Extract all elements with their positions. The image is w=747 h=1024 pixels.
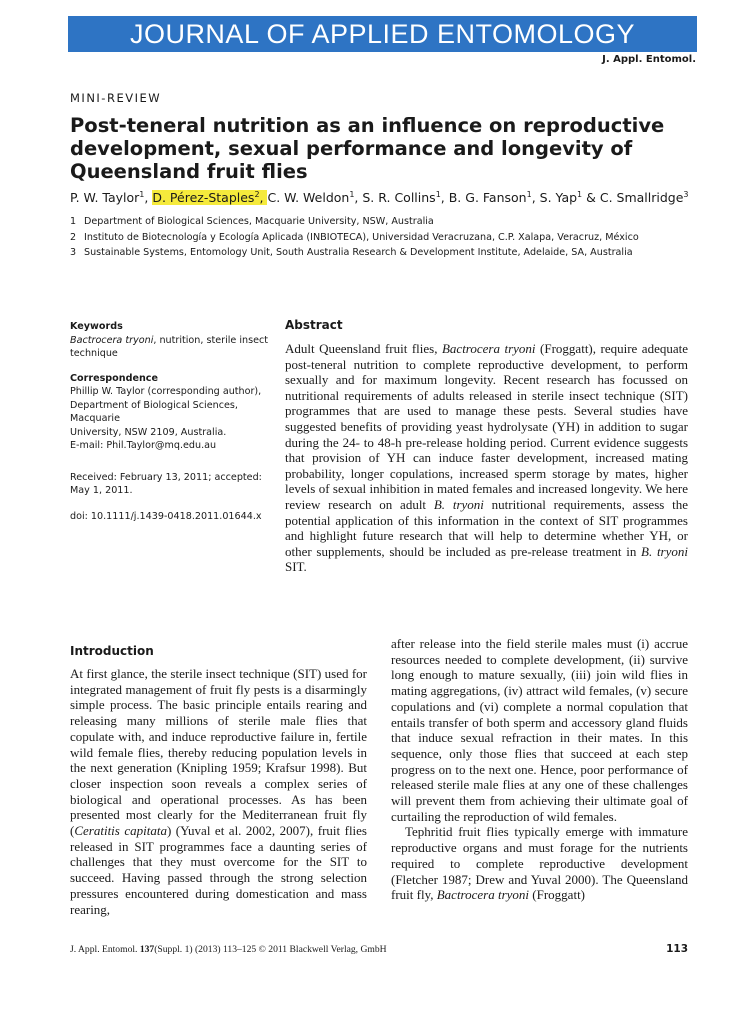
keywords-heading: Keywords — [70, 321, 123, 332]
author-list: P. W. Taylor$^1$, D. Pérez-Staples$^2$, C. W. Weldon$^1$, S. R. Collins$^1$, B. G. Fanson$^1$, S. Yap$^1$ & C. Smallridge$^3$ — [70, 190, 689, 206]
affiliation-marker: 1 — [526, 190, 532, 199]
received-dates: Received: February 13, 2011; accepted: May 1, 2011. — [70, 471, 262, 496]
introduction-heading: Introduction — [70, 644, 154, 658]
affiliation-marker: 2 — [254, 190, 260, 199]
keyword-rest: , nutrition, sterile insect technique — [70, 334, 269, 359]
correspondence-line: Department of Biological Sciences, Macquarie — [70, 399, 238, 424]
species-name: B. tryoni — [433, 496, 484, 512]
page-number: 113 — [666, 943, 688, 955]
affiliation-marker: 1 — [349, 190, 355, 199]
keyword-species: Bactrocera tryoni — [70, 334, 154, 346]
affiliation-marker: 3 — [683, 190, 689, 199]
author-name: D. Pérez-Staples$^2$, — [152, 190, 268, 206]
author-name: C. Smallridge$^3$ — [599, 190, 689, 206]
journal-banner — [68, 16, 697, 52]
author-name: P. W. Taylor$^1$ — [70, 190, 145, 206]
species-name: Ceratitis capitata — [74, 823, 167, 839]
footer-citation: J. Appl. Entomol. 137(Suppl. 1) (2013) 113–125 © 2011 Blackwell Verlag, GmbH — [70, 944, 387, 955]
affiliation-item: 3 Sustainable Systems, Entomology Unit, South Australia Research & Development Institute, Adelaide, SA, Australia — [70, 247, 633, 258]
affiliation-marker: 1 — [139, 190, 145, 199]
correspondence-line: University, NSW 2109, Australia. — [70, 426, 227, 438]
author-name: S. Yap$^1$ — [539, 190, 583, 206]
body-column-left — [70, 666, 367, 917]
paragraph: after release into the field sterile males must (i) accrue resources needed to complete development, (ii) survive long enough to mature sexually, (iii) join wild flies in mating aggregations, (iv) attract wild females, (v) secure copulations and (vi) complete a normal copulation that entails transfer of both sperm and accessory gland fluids that induce sexual refraction in their mates. In this sequence, only those flies that succeed at each step progress on to the next one. Hence, poor performance of released sterile male flies at any one of these challenges will prevent them from achieving their ultimate goal of curtailing the reproduction of wild females. — [391, 636, 688, 824]
body-column-right — [391, 636, 688, 903]
keywords-text — [70, 334, 280, 361]
correspondence-line: Phillip W. Taylor (corresponding author), — [70, 386, 262, 397]
affiliation-marker: 1 — [435, 190, 441, 199]
paragraph: At first glance, the sterile insect technique (SIT) used for integrated management of fruit fly pests is a disarmingly simple process. The basic principle entails rearing and releasing many millions of sterile male flies that copulate with, and induce reproductive failure in, fertile wild female flies, thereby reducing population levels in the next generation (Knipling 1959; Krafsur 1998). But closer inspection soon reveals a complex series of biological and operational processes. As has been presented most clearly for the Mediterranean fruit fly (Ceratitis capitata) (Yuval et al. 2002, 2007), fruit flies released in SIT programmes face a daunting series of challenges that they must overcome for the SIT to succeed. Having passed through the strong selection pressures encountered during domestication and mass rearing, — [70, 666, 367, 917]
article-title: Post-teneral nutrition as an influence on reproductive development, sexual performance and longevity of Queensland fruit flies — [70, 114, 665, 183]
doi[interactable]: doi: 10.1111/j.1439-0418.2011.01644.x — [70, 510, 262, 522]
affiliation-item: 2 Instituto de Biotecnología y Ecología Aplicada (INBIOTECA), Universidad Veracruzana, C.P. Xalapa, Veracruz, México — [70, 231, 639, 243]
author-name: C. W. Weldon$^1$ — [267, 190, 355, 206]
species-name: Bactrocera tryoni — [436, 887, 530, 903]
species-name: Bactrocera tryoni — [441, 341, 536, 356]
affiliation-list — [70, 214, 639, 261]
abstract-text: Adult Queensland fruit flies, Bactrocera tryoni (Froggatt), require adequate post-teneral nutrition to complete reproductive development, to perform sexually and for maximum longevity. Recent research has focussed on nutritional requirements of adults released in sterile insect technique (SIT) programmes that are used to manage these pests. Several studies have suggested benefits of providing yeast hydrolysate (YH) in addition to sugar during the 24- to 48-h pre-release holding period. Current evidence suggests that provision of YH can induce faster development, increased mating probability, longer copulations, increased sperm storage by mates, higher levels of sexual inhibition in mated females and increased longevity. We here review research on adult B. tryoni nutritional requirements, assess the potential application of this information in the context of SIT programmes and highlight future research that will help to determine whether YH, or other supplements, should be included as pre-release treatment in B. tryoni SIT. — [285, 341, 688, 575]
article-info-sidebar — [70, 320, 280, 523]
correspondence-email[interactable]: E-mail: Phil.Taylor@mq.edu.au — [70, 440, 217, 451]
affiliation-item: 1 Department of Biological Sciences, Macquarie University, NSW, Australia — [70, 216, 434, 227]
species-name: B. tryoni — [641, 543, 688, 559]
correspondence-heading: Correspondence — [70, 372, 158, 384]
paragraph: Tephritid fruit flies typically emerge with immature reproductive organs and must forage for the nutrients required to complete reproductive development (Fletcher 1987; Drew and Yuval 2000). The Queensland fruit fly, Bactrocera tryoni (Froggatt) — [391, 824, 688, 903]
author-name: S. R. Collins$^1$ — [362, 190, 441, 206]
author-name: B. G. Fanson$^1$ — [448, 190, 532, 206]
affiliation-marker: 1 — [577, 190, 583, 199]
journal-abbreviation: J. Appl. Entomol. — [602, 54, 696, 65]
section-label: MINI-REVIEW — [70, 91, 162, 105]
journal-name: JOURNAL OF APPLIED ENTOMOLOGY — [129, 19, 636, 49]
abstract-heading: Abstract — [285, 318, 343, 332]
